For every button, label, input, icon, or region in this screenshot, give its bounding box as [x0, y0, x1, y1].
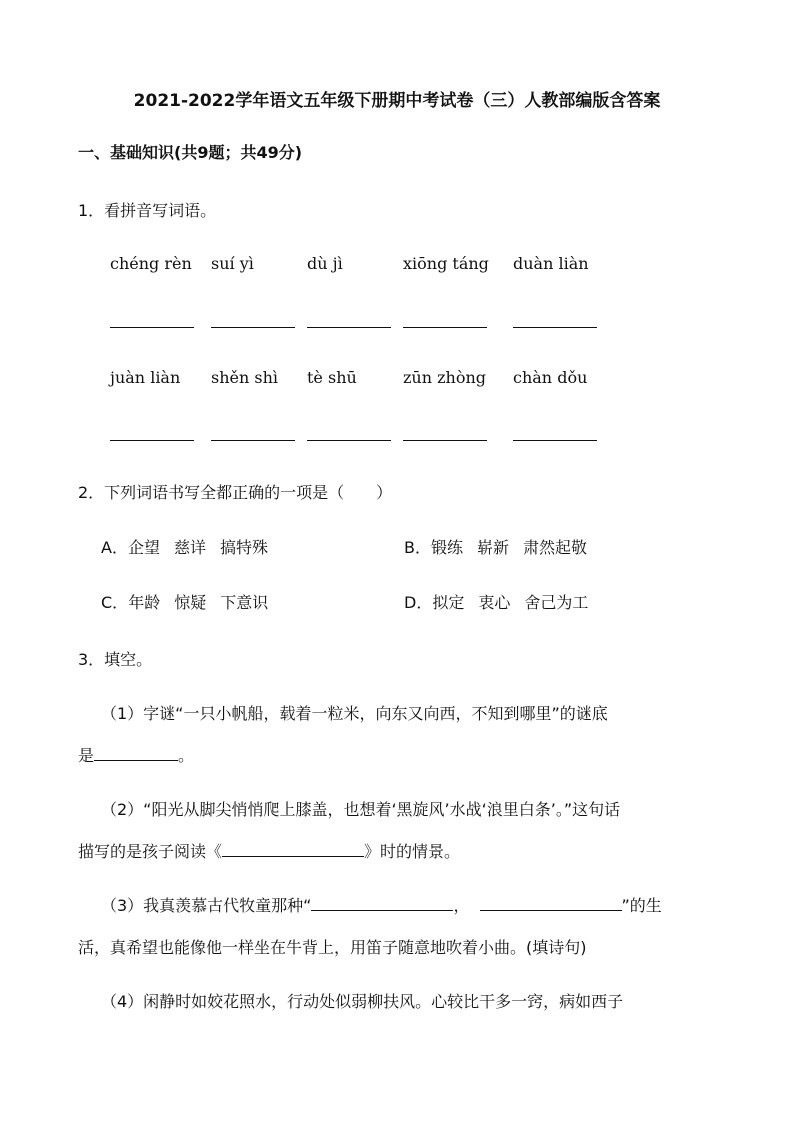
- answer-blank[interactable]: [307, 440, 391, 441]
- pinyin-item: juàn liàn: [110, 368, 181, 387]
- fill-text: 》时的情景。: [364, 842, 461, 861]
- answer-blank[interactable]: [211, 327, 295, 328]
- option-letter: D．: [404, 593, 433, 612]
- option-d[interactable]: [404, 590, 588, 613]
- fill-item-1-line2: [78, 743, 194, 766]
- answer-blank[interactable]: [403, 440, 487, 441]
- pinyin-item: shěn shì: [211, 368, 279, 387]
- pinyin-item: duàn liàn: [513, 254, 589, 273]
- question-3-text: 3．填空。: [78, 650, 153, 669]
- question-2-text: 2．下列词语书写全都正确的一项是（ ）: [78, 483, 393, 502]
- option-word: 舍己为工: [524, 593, 589, 612]
- answer-blank[interactable]: [403, 327, 487, 328]
- pinyin-item: tè shū: [307, 368, 357, 387]
- option-b[interactable]: [404, 535, 587, 558]
- pinyin-item: dù jì: [307, 254, 343, 273]
- pinyin-item: suí yì: [211, 254, 254, 273]
- fill-text: 是: [78, 746, 95, 765]
- option-a[interactable]: [101, 535, 268, 558]
- fill-item-3-line1: [101, 893, 662, 916]
- option-word: 下意识: [220, 593, 269, 612]
- option-word: 崭新: [477, 538, 510, 557]
- fill-text: 。: [178, 746, 195, 765]
- fill-text: （3）我真羡慕古代牧童那种“: [101, 896, 312, 915]
- option-word: 锻练: [430, 538, 463, 557]
- fill-text: ，: [453, 896, 470, 915]
- pinyin-item: chéng rèn: [110, 254, 192, 273]
- answer-blank[interactable]: [110, 327, 194, 328]
- answer-blank[interactable]: [110, 440, 194, 441]
- option-c[interactable]: [101, 590, 268, 613]
- option-word: 衷心: [478, 593, 511, 612]
- option-letter: B．: [404, 538, 431, 557]
- page-title: 2021-2022学年语文五年级下册期中考试卷（三）人教部编版含答案: [133, 91, 661, 111]
- option-word: 拟定: [432, 593, 465, 612]
- option-word: 慈详: [173, 538, 206, 557]
- section-heading: 一、基础知识(共9题；共49分): [78, 143, 303, 162]
- fill-item-2-line2: [78, 839, 460, 862]
- pinyin-item: xiōng táng: [403, 254, 489, 273]
- question-1-text: 1．看拼音写词语。: [78, 201, 217, 220]
- answer-blank[interactable]: [513, 327, 597, 328]
- option-word: 惊疑: [174, 593, 207, 612]
- answer-blank[interactable]: [311, 896, 453, 911]
- pinyin-item: zūn zhòng: [403, 368, 487, 387]
- answer-blank[interactable]: [211, 440, 295, 441]
- option-letter: C．: [101, 593, 129, 612]
- option-word: 年龄: [128, 593, 161, 612]
- answer-blank[interactable]: [222, 842, 364, 857]
- fill-item-3-line2: 活，真希望也能像他一样坐在牛背上，用笛子随意地吹着小曲。(填诗句): [78, 938, 587, 957]
- option-word: 肃然起敬: [523, 538, 588, 557]
- pinyin-item: chàn dǒu: [513, 368, 588, 387]
- option-word: 搞特殊: [219, 538, 268, 557]
- fill-item-1-line1: （1）字谜“一只小帆船，载着一粒米，向东又向西，不知到哪里”的谜底: [101, 704, 608, 723]
- answer-blank[interactable]: [513, 440, 597, 441]
- fill-text: ”的生: [621, 896, 662, 915]
- answer-blank[interactable]: [480, 896, 622, 911]
- answer-blank[interactable]: [307, 327, 391, 328]
- answer-blank[interactable]: [94, 746, 178, 761]
- fill-item-2-line1: （2）“阳光从脚尖悄悄爬上膝盖，也想着‘黑旋风’水战‘浪里白条’。”这句话: [101, 800, 621, 819]
- fill-text: 描写的是孩子阅读《: [78, 842, 223, 861]
- option-word: 企望: [127, 538, 160, 557]
- fill-item-4-line1: （4）闲静时如姣花照水，行动处似弱柳扶风。心较比干多一窍，病如西子: [101, 992, 624, 1011]
- option-letter: A．: [101, 538, 128, 557]
